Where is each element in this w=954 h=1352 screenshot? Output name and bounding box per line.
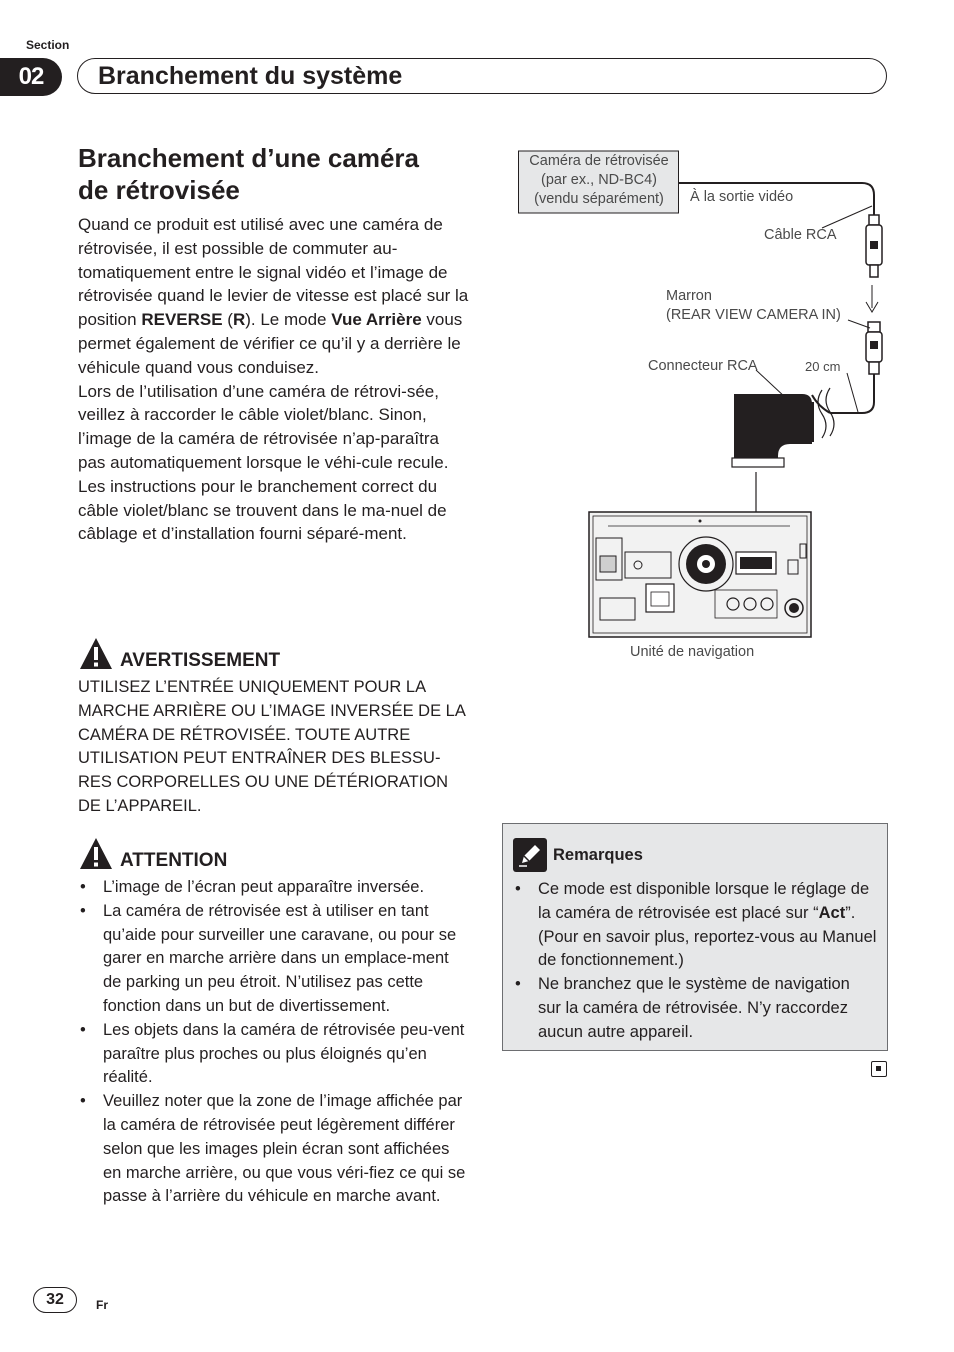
- notes-box: [502, 823, 888, 1051]
- section-number-badge: 02: [0, 58, 62, 96]
- caution-list: [78, 876, 470, 1209]
- language-code: Fr: [96, 1298, 108, 1312]
- section-label: Section: [26, 38, 70, 52]
- caution-triangle-icon: [78, 836, 114, 872]
- rear-view-keyword: Vue Arrière: [331, 310, 422, 330]
- list-item: • Ne branchez que le système de navigation sur la caméra de rétrovisée. N’y raccordez aucun autre appareil.: [513, 973, 877, 1044]
- end-of-section-icon: [871, 1061, 887, 1077]
- notes-list: [513, 878, 877, 1045]
- connection-diagram: [500, 140, 900, 670]
- warning-text: UTILISEZ L’ENTRÉE UNIQUEMENT POUR LA MARCHE ARRIÈRE OU L’IMAGE INVERSÉE DE LA CAMÉRA DE RÉTROVISÉE. TOUTE AUTRE UTILISATION PEUT ENTRAÎNER DES BLESSU-RES CORPORELLES OU UNE DÉTÉRIORATION DE L’APPAREIL.: [78, 678, 465, 815]
- brown-label: Marron (REAR VIEW CAMERA IN): [666, 288, 841, 323]
- warning-triangle-icon: [78, 636, 114, 672]
- section-title: Branchement du système: [77, 58, 887, 94]
- intro-text: [78, 213, 470, 546]
- page-title: [78, 142, 478, 206]
- length-label: 20 cm: [805, 359, 841, 374]
- connection-diagram-drawing: [500, 140, 900, 670]
- reverse-keyword: REVERSE: [141, 310, 223, 330]
- intro-paragraph-3: Les instructions pour le branchement correct du câble violet/blanc se trouvent dans le ma-nuel de câblage et d’installation fourni séparé-ment.: [78, 476, 447, 544]
- caution-block: [78, 836, 470, 1209]
- intro-paragraph-1: Quand ce produit est utilisé avec une caméra de rétrovisée, il est possible de commuter au-tomatiquement entre le signal vidéo et l’image de rétrovisée quand le levier de vitesse est placé sur la position REVERSE (R). Le mode Vue Arrière vous permet également de vérifier ce qu’il y a derrière le véhicule quand vous conduisez.: [78, 215, 469, 377]
- note-pencil-icon: [513, 838, 547, 872]
- list-item: • Les objets dans la caméra de rétrovisée peu-vent paraître plus proches ou plus éloignés qu’en réalité.: [78, 1019, 470, 1090]
- act-keyword: Act: [818, 903, 846, 922]
- notes-heading: Remarques: [513, 838, 877, 872]
- warning-block: [78, 636, 470, 819]
- video-out-label: À la sortie vidéo: [690, 189, 794, 205]
- list-item: • La caméra de rétrovisée est à utiliser en tant qu’aide pour surveiller une caravane, ou pour se garer en marche arrière dans un emplace-ment de parking un peu étroit. N’utilisez pas cette fonction dans un but de divertissement.: [78, 900, 470, 1019]
- page-title-line2: de rétrovisée: [78, 175, 240, 205]
- rca-connector-label: Connecteur RCA: [648, 358, 758, 374]
- list-item: • Veuillez noter que la zone de l’image affichée par la caméra de rétrovisée peut légèrement différer selon que les images plein écran sont affichées en marche arrière, ou que vous véri-fiez ce qui se passe à l’arrière du véhicule en marche avant.: [78, 1090, 470, 1209]
- nav-unit-label: Unité de navigation: [630, 644, 755, 660]
- list-item: • Ce mode est disponible lorsque le réglage de la caméra de rétrovisée est placé sur “Act”. (Pour en savoir plus, reportez-vous au Manuel de fonctionnement.): [513, 878, 877, 973]
- intro-paragraph-2: Lors de l’utilisation d’une caméra de rétrovi-sée, veillez à raccorder le câble violet/blanc. Sinon, l’image de la caméra de rétrovisée n’ap-paraîtra pas automatiquement lorsque le véhi-cule recule.: [78, 381, 449, 472]
- list-item: • L’image de l’écran peut apparaître inversée.: [78, 876, 470, 900]
- r-keyword: R: [232, 310, 246, 330]
- page-number: 32: [33, 1287, 77, 1313]
- rca-cable-label: Câble RCA: [764, 227, 837, 243]
- caution-heading: ATTENTION: [78, 836, 470, 872]
- camera-label: Caméra de rétrovisée (par ex., ND-BC4) (vendu séparément): [529, 153, 669, 207]
- warning-heading: AVERTISSEMENT: [78, 636, 470, 672]
- page-title-line1: Branchement d’une caméra: [78, 143, 420, 173]
